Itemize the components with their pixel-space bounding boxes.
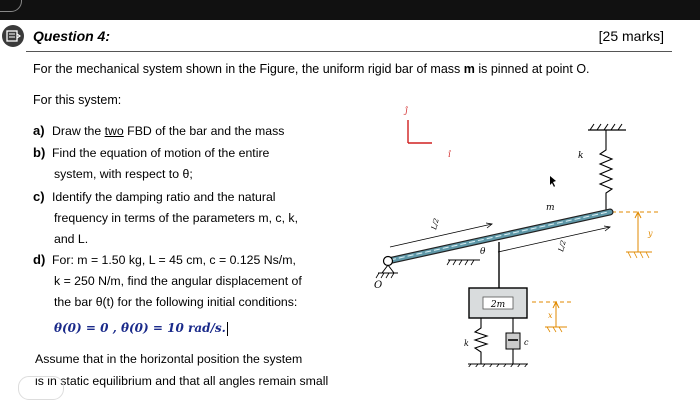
question-title: Question 4: <box>33 28 111 44</box>
half-right-label: L/2 <box>557 239 568 253</box>
assumption-line2: is in static equilibrium and that all angles remain small <box>35 374 329 388</box>
top-spring <box>600 130 612 210</box>
half-left-label: L/2 <box>430 217 441 231</box>
item-d-line2: k = 250 N/m, find the angular displacement of <box>54 274 302 288</box>
bottom-spring-k-label: k <box>464 339 469 348</box>
damper <box>506 318 529 364</box>
mass-2m-label: 2m <box>490 300 506 310</box>
document-page <box>0 20 700 404</box>
marks-label: [25 marks] <box>598 28 664 44</box>
item-b-line1: Find the equation of motion of the entire <box>52 146 270 160</box>
item-b <box>33 142 269 185</box>
spring-k-label: k <box>578 151 584 161</box>
y-label: y <box>648 229 653 238</box>
mass-symbol: m <box>463 62 475 76</box>
watermark-badge <box>18 376 64 400</box>
item-d <box>33 249 302 313</box>
mechanical-system-figure <box>368 102 668 367</box>
cursor-arrow-icon <box>550 176 556 187</box>
window-control[interactable] <box>0 0 22 12</box>
bottom-ground <box>468 364 528 367</box>
item-c-line1: Identify the damping ratio and the natural <box>52 190 276 204</box>
problem-statement <box>33 62 590 76</box>
underlined-word: two <box>104 124 124 138</box>
item-d-line3: the bar θ(t) for the following initial conditions: <box>54 295 298 309</box>
axis-j-label: ĵ <box>405 106 408 115</box>
x-marker <box>532 302 573 332</box>
item-label: d) <box>33 252 46 267</box>
item-label: c) <box>33 189 45 204</box>
x-label: x <box>548 311 553 320</box>
top-bar <box>0 0 700 20</box>
intro-text-end: is pinned at point O. <box>474 62 590 76</box>
item-c-line3: and L. <box>54 232 89 246</box>
item-b-line2: system, with respect to θ; <box>54 167 193 181</box>
bar-mass-label: m <box>546 203 555 213</box>
theta-label: θ <box>480 247 486 257</box>
top-support <box>588 124 626 130</box>
damper-c-label: c <box>524 338 529 347</box>
initial-conditions-text: θ(0) = 0 , θ̇(0) = 10 rad/s. <box>54 321 226 335</box>
item-label: b) <box>33 145 46 160</box>
intro-text: For the mechanical system shown in the Figure, the uniform rigid bar of mass <box>33 62 464 76</box>
initial-conditions <box>54 321 228 336</box>
item-a-text-end: FBD of the bar and the mass <box>123 124 285 138</box>
item-c-line2: frequency in terms of the parameters m, c, k, <box>54 211 298 225</box>
item-a-text: Draw the <box>52 124 105 138</box>
text-cursor <box>227 322 228 336</box>
assumption-line1: Assume that in the horizontal position the system <box>35 352 303 366</box>
item-a <box>33 120 284 142</box>
item-label: a) <box>33 123 45 138</box>
axes-glyph <box>403 106 452 159</box>
header-divider <box>26 51 672 52</box>
axis-i-label: î <box>448 150 451 159</box>
immersive-reader-icon[interactable] <box>2 25 24 47</box>
item-d-line1: For: m = 1.50 kg, L = 45 cm, c = 0.125 Ns/m, <box>52 253 296 267</box>
system-label: For this system: <box>33 93 122 107</box>
item-c <box>33 186 298 250</box>
pin-o-label: O <box>374 280 383 291</box>
y-marker <box>612 212 658 258</box>
bottom-spring <box>475 318 487 364</box>
